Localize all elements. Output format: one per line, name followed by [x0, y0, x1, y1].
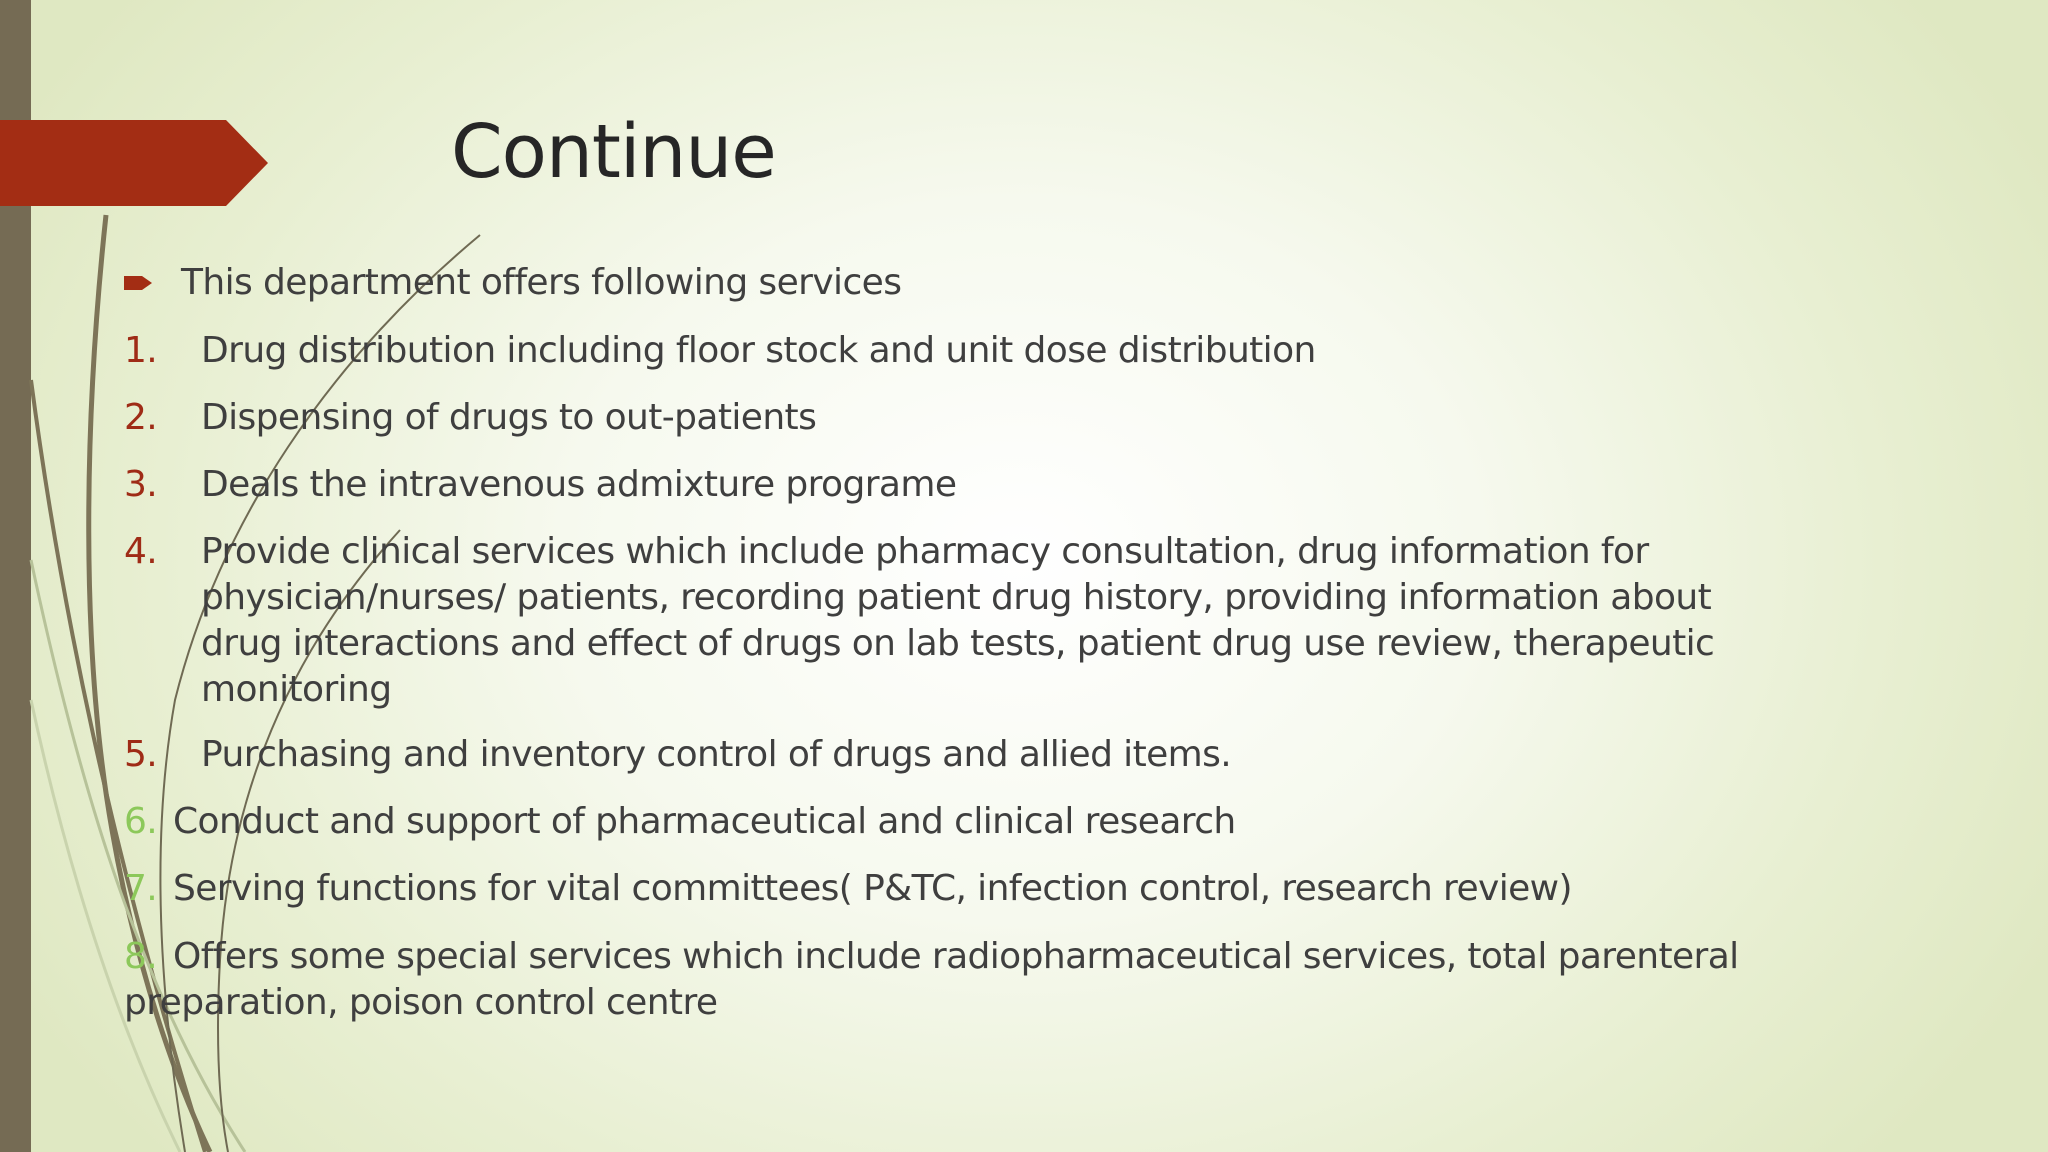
list-item-text-line: Offers some special services which include radiopharmaceutical services, total parenteral: [173, 936, 1739, 977]
list-number: 1.: [124, 330, 158, 371]
list-item-text-line: physician/nurses/ patients, recording patient drug history, providing information about: [201, 577, 1712, 618]
list-number: 8.: [124, 936, 158, 977]
list-number: 7.: [124, 868, 158, 909]
list-item-text: Purchasing and inventory control of drugs and allied items.: [201, 734, 1232, 775]
list-number: 2.: [124, 397, 158, 438]
list-item-text: Drug distribution including floor stock and unit dose distribution: [201, 330, 1316, 371]
list-item-text: Conduct and support of pharmaceutical and clinical research: [173, 801, 1236, 842]
slide-title: Continue: [451, 109, 776, 195]
arrow-bullet-icon: [124, 273, 154, 293]
list-item-text: Deals the intravenous admixture programe: [201, 464, 957, 505]
list-item-text: Serving functions for vital committees( P&TC, infection control, research review): [173, 868, 1572, 909]
list-item-text-line: preparation, poison control centre: [124, 982, 718, 1023]
list-item-text: Dispensing of drugs to out-patients: [201, 397, 817, 438]
list-item-text-line: monitoring: [201, 669, 392, 710]
list-number: 5.: [124, 734, 158, 775]
list-item-text-line: Provide clinical services which include pharmacy consultation, drug information for: [201, 531, 1649, 572]
list-number: 4.: [124, 531, 158, 572]
list-number: 3.: [124, 464, 158, 505]
list-number: 6.: [124, 801, 158, 842]
intro-text: This department offers following services: [181, 262, 902, 303]
list-item-text-line: drug interactions and effect of drugs on lab tests, patient drug use review, therapeutic: [201, 623, 1715, 664]
